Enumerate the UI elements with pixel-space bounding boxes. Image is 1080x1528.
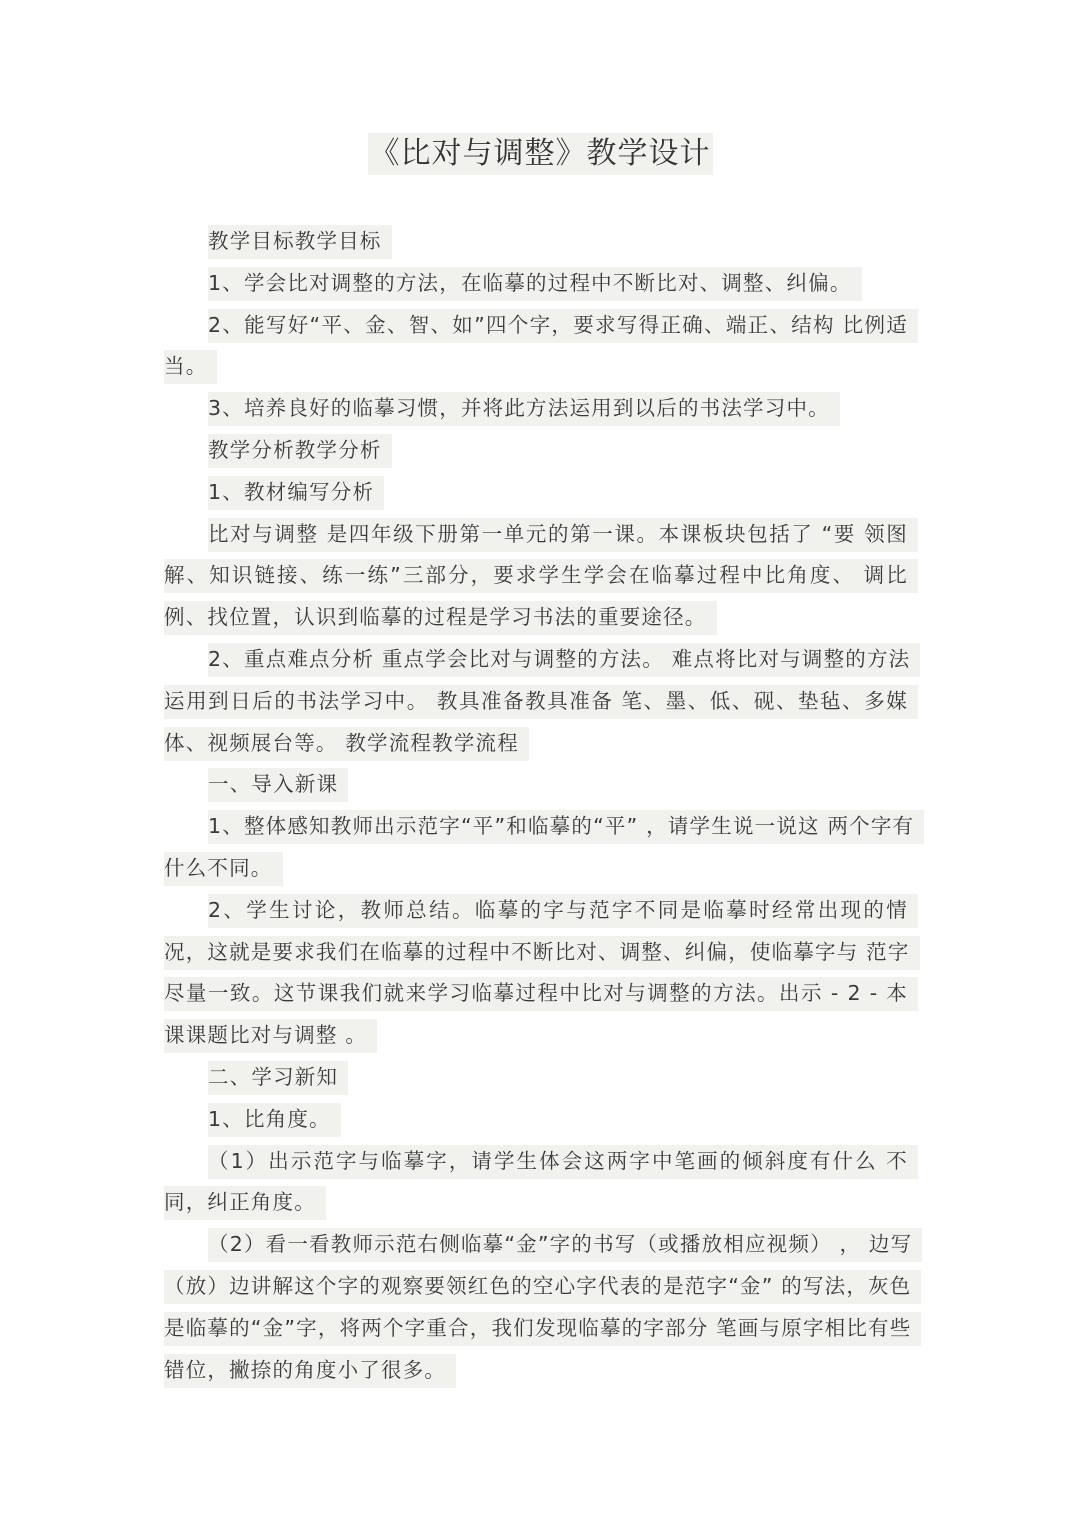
title-wrap xyxy=(0,133,1080,175)
goal-item-1 xyxy=(164,263,918,305)
paragraph-text: 比对与调整 是四年级下册第一单元的第一课。本课板块包括了 “要 领图解、知识链接、练一练”三部分，要求学生学会在临摹过程中比角度、 调比例、找位置，认识到临摹的过程是学习书法的重要途径。 xyxy=(164,518,918,636)
paragraph-text: 3、培养良好的临摹习惯，并将此方法运用到以后的书法学习中。 xyxy=(208,392,840,426)
sub-item-2 xyxy=(164,1224,918,1391)
paragraph-text: 教学分析教学分析 xyxy=(208,434,392,468)
paragraph-text: 教学目标教学目标 xyxy=(208,225,392,259)
heading-new-knowledge xyxy=(164,1057,918,1099)
paragraph-text: 1、整体感知教师出示范字“平”和临摹的“平” ，请学生说一说这 两个字有什么不同。 xyxy=(164,810,924,886)
paragraph-text: 1、学会比对调整的方法，在临摹的过程中不断比对、调整、纠偏。 xyxy=(208,267,862,301)
analysis-body xyxy=(164,514,918,639)
paragraph-text: 1、教材编写分析 xyxy=(208,476,384,510)
paragraph-text: 1、比角度。 xyxy=(208,1103,341,1137)
paragraph-text: （1）出示范字与临摹字，请学生体会这两字中笔画的倾斜度有什么 不同，纠正角度。 xyxy=(164,1145,918,1221)
heading-intro xyxy=(164,764,918,806)
paragraph-text: 2、能写好“平、金、智、如”四个字，要求写得正确、端正、结构 比例适当。 xyxy=(164,309,918,385)
paragraph-text: 一、导入新课 xyxy=(208,768,348,802)
goal-item-2 xyxy=(164,305,918,389)
document-title: 《比对与调整》教学设计 xyxy=(368,133,713,175)
paragraph-text: 2、学生讨论，教师总结。临摹的字与范字不同是临摹时经常出现的情 况，这就是要求我们在临摹的过程中不断比对、调整、纠偏，使临摹字与 范字尽量一致。这节课我们就来学习临摹过程中比对与调整的方法。出示 - 2 - 本课课题比对与调整 。 xyxy=(164,894,920,1053)
sub-item-1 xyxy=(164,1141,918,1225)
goal-item-3 xyxy=(164,388,918,430)
paragraph-text: 二、学习新知 xyxy=(208,1061,348,1095)
analysis-item-1 xyxy=(164,472,918,514)
intro-item-1 xyxy=(164,806,918,890)
analysis-item-2 xyxy=(164,639,918,764)
heading-teaching-goals xyxy=(164,221,918,263)
paragraph-text: （2）看一看教师示范右侧临摹“金”字的书写（或播放相应视频） ， 边写（放）边讲解这个字的观察要领红色的空心字代表的是范字“金” 的写法，灰色是临摹的“金”字，将两个字重合，我们发现临摹的字部分 笔画与原字相比有些错位，撇捺的角度小了很多。 xyxy=(164,1228,922,1387)
intro-item-2 xyxy=(164,890,918,1057)
heading-teaching-analysis xyxy=(164,430,918,472)
document-body xyxy=(164,221,918,1391)
new-knowledge-item-1 xyxy=(164,1099,918,1141)
paragraph-text: 2、重点难点分析 重点学会比对与调整的方法。 难点将比对与调整的方法运用到日后的书法学习中。 教具准备教具准备 笔、墨、低、砚、垫毡、多媒体、视频展台等。 教学流程教学流程 xyxy=(164,643,920,761)
